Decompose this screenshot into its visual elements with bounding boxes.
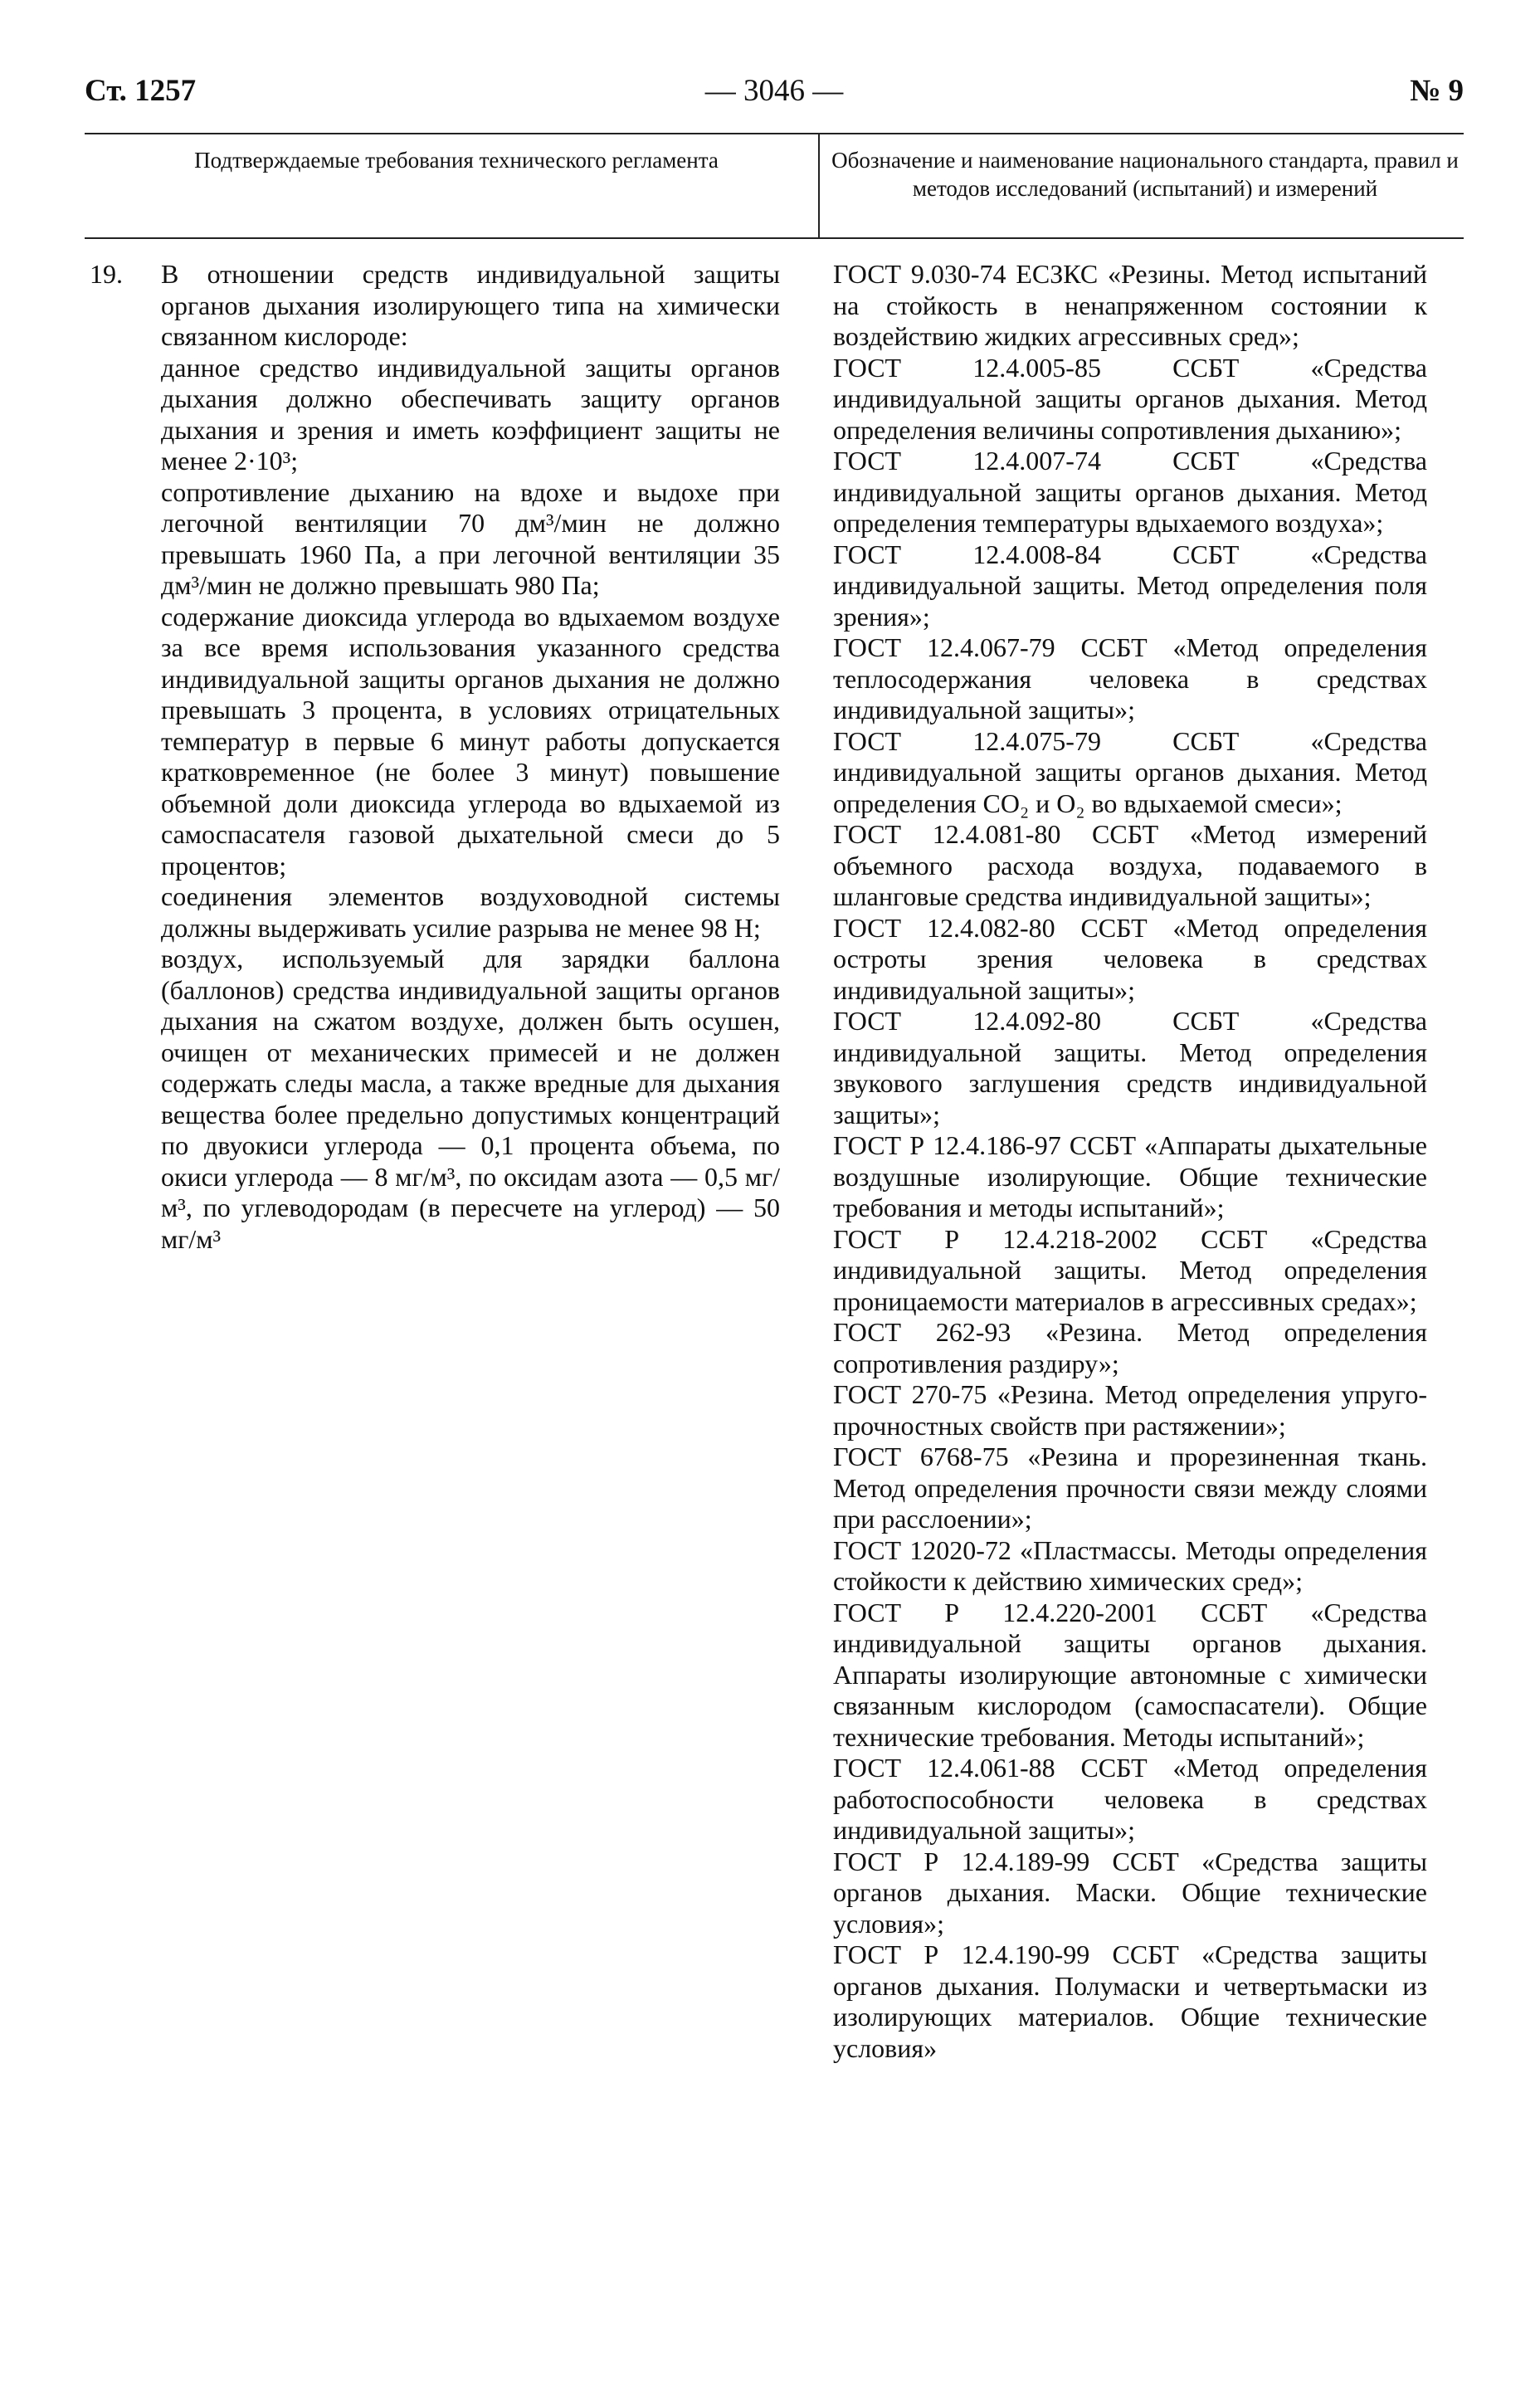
table-top-rule xyxy=(85,133,1464,134)
standard-item: ГОСТ 12.4.061-88 ССБТ «Метод определения работоспособности человека в средствах индивидуальной защиты»; xyxy=(833,1753,1427,1845)
standard-item: ГОСТ 12020-72 «Пластмассы. Методы определения стойкости к действию химических сред»; xyxy=(833,1534,1427,1596)
standard-item: ГОСТ 270-75 «Резина. Метод определения упруго-прочностных свойств при растяжении»; xyxy=(833,1379,1427,1441)
page-number: — 3046 — xyxy=(704,74,844,108)
standard-item: ГОСТ Р 12.4.189-99 ССБТ «Средства защиты органов дыхания. Маски. Общие технические условия»; xyxy=(833,1846,1427,1939)
standard-item: ГОСТ Р 12.4.190-99 ССБТ «Средства защиты органов дыхания. Полумаски и четвертьмаски из изолирующих материалов. Общие технические условия» xyxy=(833,1939,1427,2063)
requirements-cell xyxy=(161,259,780,1255)
requirement-paragraph: данное средство индивидуальной защиты органов дыхания должно обеспечивать защиту органов дыхания и зрения и иметь коэффициент защиты не менее 2·10³; xyxy=(161,352,780,476)
standard-item: ГОСТ 12.4.081-80 ССБТ «Метод измерений объемного расхода воздуха, подаваемого в шланговые средства индивидуальной защиты»; xyxy=(833,819,1427,911)
standard-item: ГОСТ Р 12.4.218-2002 ССБТ «Средства индивидуальной защиты. Метод определения проницаемости материалов в агрессивных средах»; xyxy=(833,1223,1427,1316)
requirement-paragraph: воздух, используемый для зарядки баллона (баллонов) средства индивидуальной защиты органов дыхания на сжатом воздухе, должен быть осушен, очищен от механических примесей и не должен содержать следы масла, а также вредные для дыхания вещества более предельно допустимых концентраций по двуокиси углерода — 0,1 процента объема, по окиси углерода — 8 мг/м³, по оксидам азота — 0,5 мг/м³, по углеводородам (в пересчете на углерод) — 50 мг/м³ xyxy=(161,944,780,1254)
page-header xyxy=(85,73,1464,120)
issue-number: № 9 xyxy=(1410,74,1464,108)
table-header-rule xyxy=(85,237,1464,239)
requirement-paragraph: сопротивление дыханию на вдохе и выдохе при легочной вентиляции 70 дм³/мин не должно превышать 1960 Па, а при легочной вентиляции 35 дм³/мин не должно превышать 980 Па; xyxy=(161,476,780,600)
requirement-paragraph: соединения элементов воздуховодной системы должны выдерживать усилие разрыва не менее 98 Н; xyxy=(161,881,780,943)
standard-item: ГОСТ 12.4.092-80 ССБТ «Средства индивидуальной защиты. Метод определения звукового заглушения средств индивидуальной защиты»; xyxy=(833,1006,1427,1129)
column-divider xyxy=(818,134,820,237)
standard-item: ГОСТ 12.4.007-74 ССБТ «Средства индивидуальной защиты органов дыхания. Метод определения температуры вдыхаемого воздуха»; xyxy=(833,446,1427,538)
column-heading-requirements: Подтверждаемые требования технического регламента xyxy=(194,148,719,173)
article-number: Ст. 1257 xyxy=(85,74,197,108)
standard-item: ГОСТ 12.4.008-84 ССБТ «Средства индивидуальной защиты. Метод определения поля зрения»; xyxy=(833,539,1427,632)
standard-item: ГОСТ 12.4.082-80 ССБТ «Метод определения остроты зрения человека в средствах индивидуальной защиты»; xyxy=(833,912,1427,1005)
standard-item: ГОСТ 12.4.075-79 ССБТ «Средства индивидуальной защиты органов дыхания. Метод определения CO₂ и O₂ во вдыхаемой смеси»; xyxy=(833,725,1427,818)
standard-item: ГОСТ 12.4.067-79 ССБТ «Метод определения теплосодержания человека в средствах индивидуальной защиты»; xyxy=(833,632,1427,724)
standard-item: ГОСТ Р 12.4.220-2001 ССБТ «Средства индивидуальной защиты органов дыхания. Аппараты изолирующие автономные с химически связанным кислородом (самоспасатели). Общие технические требования. Методы испытаний»; xyxy=(833,1597,1427,1752)
standard-item: ГОСТ 6768-75 «Резина и прорезиненная ткань. Метод определения прочности связи между слоями при расслоении»; xyxy=(833,1441,1427,1534)
standards-cell xyxy=(833,259,1427,2064)
requirement-paragraph: В отношении средств индивидуальной защиты органов дыхания изолирующего типа на химически связанном кислороде: xyxy=(161,259,780,351)
requirement-paragraph: содержание диоксида углерода во вдыхаемом воздухе за все время использования указанного средства индивидуальной защиты органов дыхания не должно превышать 3 процента, в условиях отрицательных температур в первые 6 минут работы допускается кратковременное (не более 3 минут) повышение объемной доли диоксида углерода во вдыхаемой из самоспасателя газовой дыхательной смеси до 5 процентов; xyxy=(161,601,780,880)
standard-item: ГОСТ Р 12.4.186-97 ССБТ «Аппараты дыхательные воздушные изолирующие. Общие технические требования и методы испытаний»; xyxy=(833,1130,1427,1222)
row-number: 19. xyxy=(90,259,123,289)
standard-item: ГОСТ 9.030-74 ЕСЗКС «Резины. Метод испытаний на стойкость в ненапряженном состоянии к воздействию жидких агрессивных сред»; xyxy=(833,259,1427,351)
column-heading-standards: Обозначение и наименование национального стандарта, правил и методов исследований (испытаний) и измерений xyxy=(831,148,1459,201)
standard-item: ГОСТ 262-93 «Резина. Метод определения сопротивления раздиру»; xyxy=(833,1317,1427,1378)
standard-item: ГОСТ 12.4.005-85 ССБТ «Средства индивидуальной защиты органов дыхания. Метод определения величины сопротивления дыханию»; xyxy=(833,352,1427,445)
